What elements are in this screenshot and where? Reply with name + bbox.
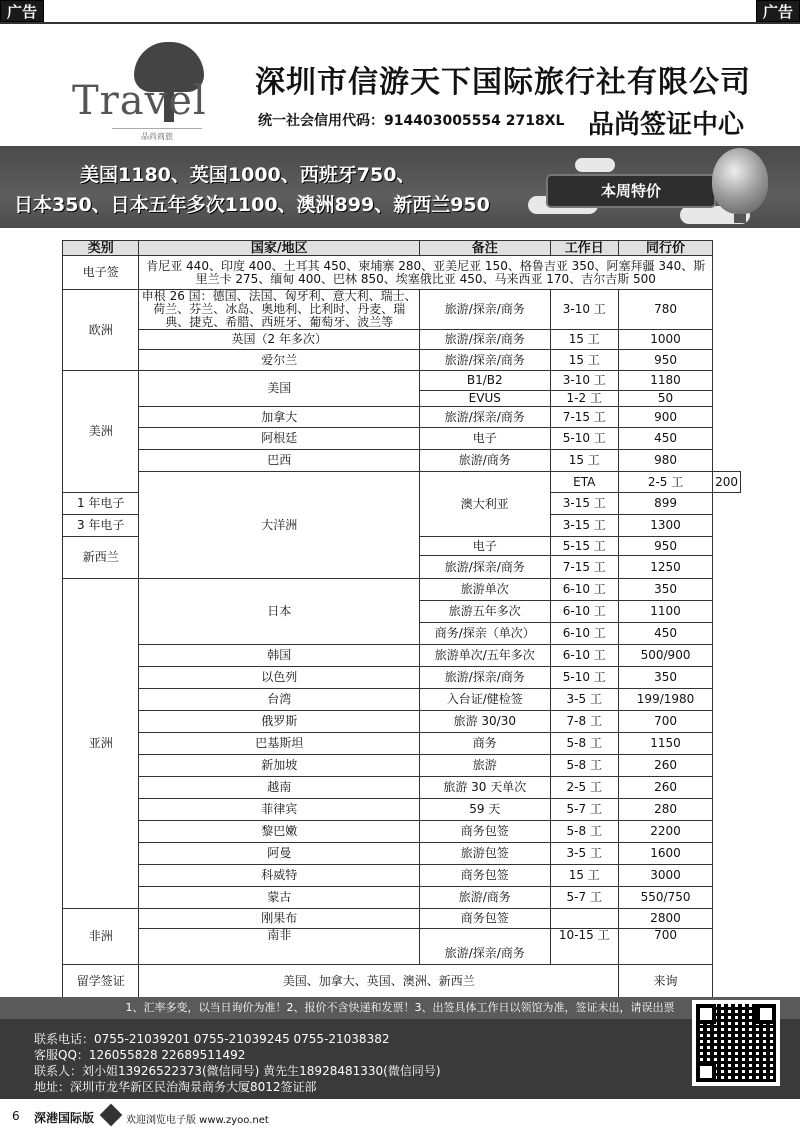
price-cell: 1000 — [619, 330, 713, 350]
column-header: 备注 — [420, 241, 551, 256]
country-cell: 美国 — [139, 371, 420, 407]
table-row — [63, 909, 741, 929]
price-cell: 1180 — [619, 371, 713, 391]
country-cell: 菲律宾 — [139, 799, 420, 821]
price-cell: 200 — [713, 472, 741, 493]
table-row — [63, 350, 741, 371]
header — [0, 22, 800, 144]
note-cell: 旅游五年多次 — [420, 601, 551, 623]
note-cell: 1 年电子 — [63, 493, 139, 515]
table-row — [63, 407, 741, 428]
price-cell: 260 — [619, 777, 713, 799]
table-header-row — [63, 241, 741, 256]
note-cell: 旅游/商务 — [420, 887, 551, 909]
price-cell: 2800 — [619, 909, 713, 929]
table-row — [63, 929, 741, 965]
category-cell: 美洲 — [63, 371, 139, 493]
table-row — [63, 755, 741, 777]
price-cell: 450 — [619, 623, 713, 645]
table-row — [63, 428, 741, 450]
price-cell: 950 — [619, 350, 713, 371]
page-number: 6 — [12, 1109, 20, 1123]
price-cell: 500/900 — [619, 645, 713, 667]
days-cell: 2-5 工 — [619, 472, 713, 493]
days-cell: 5-10 工 — [550, 667, 618, 689]
note-cell: 旅游/商务 — [420, 450, 551, 472]
table-row — [63, 472, 741, 493]
table-row — [63, 887, 741, 909]
country-cell: 俄罗斯 — [139, 711, 420, 733]
hot-air-balloon-icon — [712, 148, 768, 214]
ad-label-right: 广告 — [756, 0, 800, 22]
price-cell: 1600 — [619, 843, 713, 865]
contact-info — [0, 1019, 800, 1099]
contact-address: 地址：深圳市龙华新区民治淘景商务大厦8012签证部 — [34, 1080, 317, 1094]
table-row — [63, 733, 741, 755]
price-cell: 2200 — [619, 821, 713, 843]
note-cell: 旅游/探亲/商务 — [420, 330, 551, 350]
table-row — [63, 371, 741, 391]
price-cell: 700 — [619, 711, 713, 733]
contact-phone: 联系电话：0755-21039201 0755-21039245 0755-21038382 — [34, 1032, 390, 1046]
note-cell: 旅游 — [420, 755, 551, 777]
category-cell: 亚洲 — [63, 579, 139, 909]
days-cell: 5-7 工 — [550, 799, 618, 821]
days-cell: 5-10 工 — [550, 428, 618, 450]
price-cell: 980 — [619, 450, 713, 472]
ad-label-left: 广告 — [0, 0, 44, 22]
category-cell: 大洋洲 — [139, 472, 420, 579]
country-cell: 爱尔兰 — [139, 350, 420, 371]
price-cell: 350 — [619, 579, 713, 601]
country-cell: 台湾 — [139, 689, 420, 711]
travel-logo: Travel 品尚商旅 — [72, 42, 232, 142]
note-cell: 旅游 30 天单次 — [420, 777, 551, 799]
table-row — [63, 290, 741, 330]
country-cell: 日本 — [139, 579, 420, 645]
price-cell: 3000 — [619, 865, 713, 887]
days-cell: 5-15 工 — [550, 537, 618, 556]
credit-code: 统一社会信用代码：914403005554 2718XL — [258, 113, 565, 129]
days-cell: 5-7 工 — [550, 887, 618, 909]
days-cell: 15 工 — [550, 450, 618, 472]
visa-center-name: 品尚签证中心 — [588, 110, 745, 140]
publication-logo-icon — [100, 1104, 123, 1127]
note-cell: 旅游/探亲/商务 — [420, 667, 551, 689]
price-cell: 1100 — [619, 601, 713, 623]
country-cell: 蒙古 — [139, 887, 420, 909]
country-cell: 以色列 — [139, 667, 420, 689]
note-cell: 旅游/探亲/商务 — [420, 556, 551, 579]
days-cell: 3-15 工 — [550, 493, 618, 515]
days-cell: 3-10 工 — [550, 290, 618, 330]
study-countries: 美国、加拿大、英国、澳洲、新西兰 — [139, 965, 619, 999]
table-row — [63, 330, 741, 350]
note-cell: 旅游单次 — [420, 579, 551, 601]
terms-notes: 1、汇率多变，以当日询价为准！2、报价不含快递和发票！3、出签具体工作日以领馆为准，签证未出，请误出票 — [0, 997, 800, 1019]
note-cell: 商务包签 — [420, 821, 551, 843]
days-cell: 6-10 工 — [550, 601, 618, 623]
note-cell: 电子 — [420, 428, 551, 450]
days-cell: 3-5 工 — [550, 843, 618, 865]
price-cell: 550/750 — [619, 887, 713, 909]
price-cell: 780 — [619, 290, 713, 330]
page-footer — [0, 1102, 800, 1128]
table-row — [63, 689, 741, 711]
table-row — [63, 645, 741, 667]
days-cell: 7-15 工 — [550, 556, 618, 579]
category-cell: 欧洲 — [63, 290, 139, 371]
note-cell: B1/B2 — [420, 371, 551, 391]
price-cell: 来询 — [619, 965, 713, 999]
country-cell: 南非 — [139, 929, 420, 965]
table-row — [63, 821, 741, 843]
price-cell: 1300 — [619, 515, 713, 537]
price-cell: 280 — [619, 799, 713, 821]
note-cell: 商务 — [420, 733, 551, 755]
company-name: 深圳市信游天下国际旅行社有限公司 — [255, 65, 751, 100]
price-cell: 900 — [619, 407, 713, 428]
days-cell: 6-10 工 — [550, 645, 618, 667]
days-cell: 15 工 — [550, 330, 618, 350]
publication-name: 深港国际版 — [34, 1111, 95, 1125]
price-cell: 1250 — [619, 556, 713, 579]
country-cell: 申根 26 国：德国、法国、匈牙利、意大利、瑞士、荷兰、芬兰、冰岛、奥地利、比利时、丹麦、瑞典、捷克、希腊、西班牙、葡萄牙、波兰等 — [139, 290, 420, 330]
days-cell: 7-8 工 — [550, 711, 618, 733]
contact-qq: 客服QQ：126055828 22689511492 — [34, 1048, 246, 1062]
table-row — [63, 843, 741, 865]
note-cell: 商务包签 — [420, 865, 551, 887]
days-cell: 6-10 工 — [550, 623, 618, 645]
column-header: 类别 — [63, 241, 139, 256]
price-cell: 199/1980 — [619, 689, 713, 711]
cloud-icon — [575, 158, 615, 172]
category-cell: 电子签 — [63, 256, 139, 290]
table-row — [63, 799, 741, 821]
note-cell: 旅游/探亲/商务 — [420, 290, 551, 330]
country-cell: 巴基斯坦 — [139, 733, 420, 755]
country-cell: 科威特 — [139, 865, 420, 887]
note-cell: 入台证/健检签 — [420, 689, 551, 711]
price-cell: 50 — [619, 391, 713, 407]
banner-line-1: 美国1180、英国1000、西班牙750、 — [80, 164, 416, 186]
price-cell: 899 — [619, 493, 713, 515]
days-cell: 5-8 工 — [550, 755, 618, 777]
price-cell: 350 — [619, 667, 713, 689]
table-row — [63, 711, 741, 733]
note-cell: ETA — [550, 472, 618, 493]
weekly-special-ribbon: 本周特价 — [548, 176, 714, 206]
visa-price-table — [62, 240, 741, 999]
days-cell: 6-10 工 — [550, 579, 618, 601]
country-cell: 阿根廷 — [139, 428, 420, 450]
days-cell: 3-10 工 — [550, 371, 618, 391]
days-cell: 7-15 工 — [550, 407, 618, 428]
price-cell: 1150 — [619, 733, 713, 755]
country-cell: 韩国 — [139, 645, 420, 667]
country-cell: 加拿大 — [139, 407, 420, 428]
category-cell: 非洲 — [63, 909, 139, 965]
days-cell: 10-15 工 — [550, 929, 618, 965]
note-cell: 电子 — [420, 537, 551, 556]
country-cell: 刚果布 — [139, 909, 420, 929]
days-cell: 15 工 — [550, 350, 618, 371]
country-cell: 阿曼 — [139, 843, 420, 865]
days-cell: 3-15 工 — [550, 515, 618, 537]
table-row — [63, 450, 741, 472]
column-header: 工作日 — [550, 241, 618, 256]
column-header: 同行价 — [619, 241, 713, 256]
note-cell: 3 年电子 — [63, 515, 139, 537]
days-cell: 5-8 工 — [550, 733, 618, 755]
table-row — [63, 965, 741, 999]
note-cell: 商务包签 — [420, 909, 551, 929]
note-cell: 旅游/探亲/商务 — [420, 350, 551, 371]
note-cell: 旅游/探亲/商务 — [420, 929, 551, 965]
table-row — [63, 256, 741, 290]
days-cell: 1-2 工 — [550, 391, 618, 407]
days-cell: 3-5 工 — [550, 689, 618, 711]
country-cell: 巴西 — [139, 450, 420, 472]
days-cell: 5-8 工 — [550, 821, 618, 843]
country-cell: 英国（2 年多次） — [139, 330, 420, 350]
table-row — [63, 865, 741, 887]
days-cell — [550, 909, 618, 929]
country-cell: 新加坡 — [139, 755, 420, 777]
banner-line-2: 日本350、日本五年多次1100、澳洲899、新西兰950 — [14, 194, 490, 216]
price-cell: 950 — [619, 537, 713, 556]
price-cell: 260 — [619, 755, 713, 777]
country-cell: 澳大利亚 — [420, 472, 551, 537]
price-cell: 450 — [619, 428, 713, 450]
note-cell: 旅游单次/五年多次 — [420, 645, 551, 667]
note-cell: 商务/探亲（单次） — [420, 623, 551, 645]
table-row — [63, 579, 741, 601]
days-cell: 15 工 — [550, 865, 618, 887]
evisa-list: 肯尼亚 440、印度 400、土耳其 450、柬埔寨 280、亚美尼亚 150、格鲁吉亚 350、阿塞拜疆 340、斯里兰卡 275、缅甸 400、巴林 850、埃塞俄比亚 450、马来西亚 170、吉尔吉斯 500 — [139, 256, 713, 290]
days-cell: 2-5 工 — [550, 777, 618, 799]
price-cell: 700 — [619, 929, 713, 965]
country-cell: 新西兰 — [63, 537, 139, 579]
note-cell: 59 天 — [420, 799, 551, 821]
note-cell: 旅游 30/30 — [420, 711, 551, 733]
table-row — [63, 777, 741, 799]
contact-people: 联系人：刘小姐13926522373(微信同号) 黄先生18928481330(微信同号) — [34, 1064, 441, 1078]
note-cell: EVUS — [420, 391, 551, 407]
column-header: 国家/地区 — [139, 241, 420, 256]
qr-code-icon — [692, 1000, 780, 1086]
note-cell: 旅游/探亲/商务 — [420, 407, 551, 428]
table-row — [63, 667, 741, 689]
category-cell: 留学签证 — [63, 965, 139, 999]
note-cell: 旅游包签 — [420, 843, 551, 865]
country-cell: 黎巴嫩 — [139, 821, 420, 843]
website-link[interactable]: 欢迎浏览电子版 www.zyoo.net — [126, 1115, 269, 1126]
country-cell: 越南 — [139, 777, 420, 799]
